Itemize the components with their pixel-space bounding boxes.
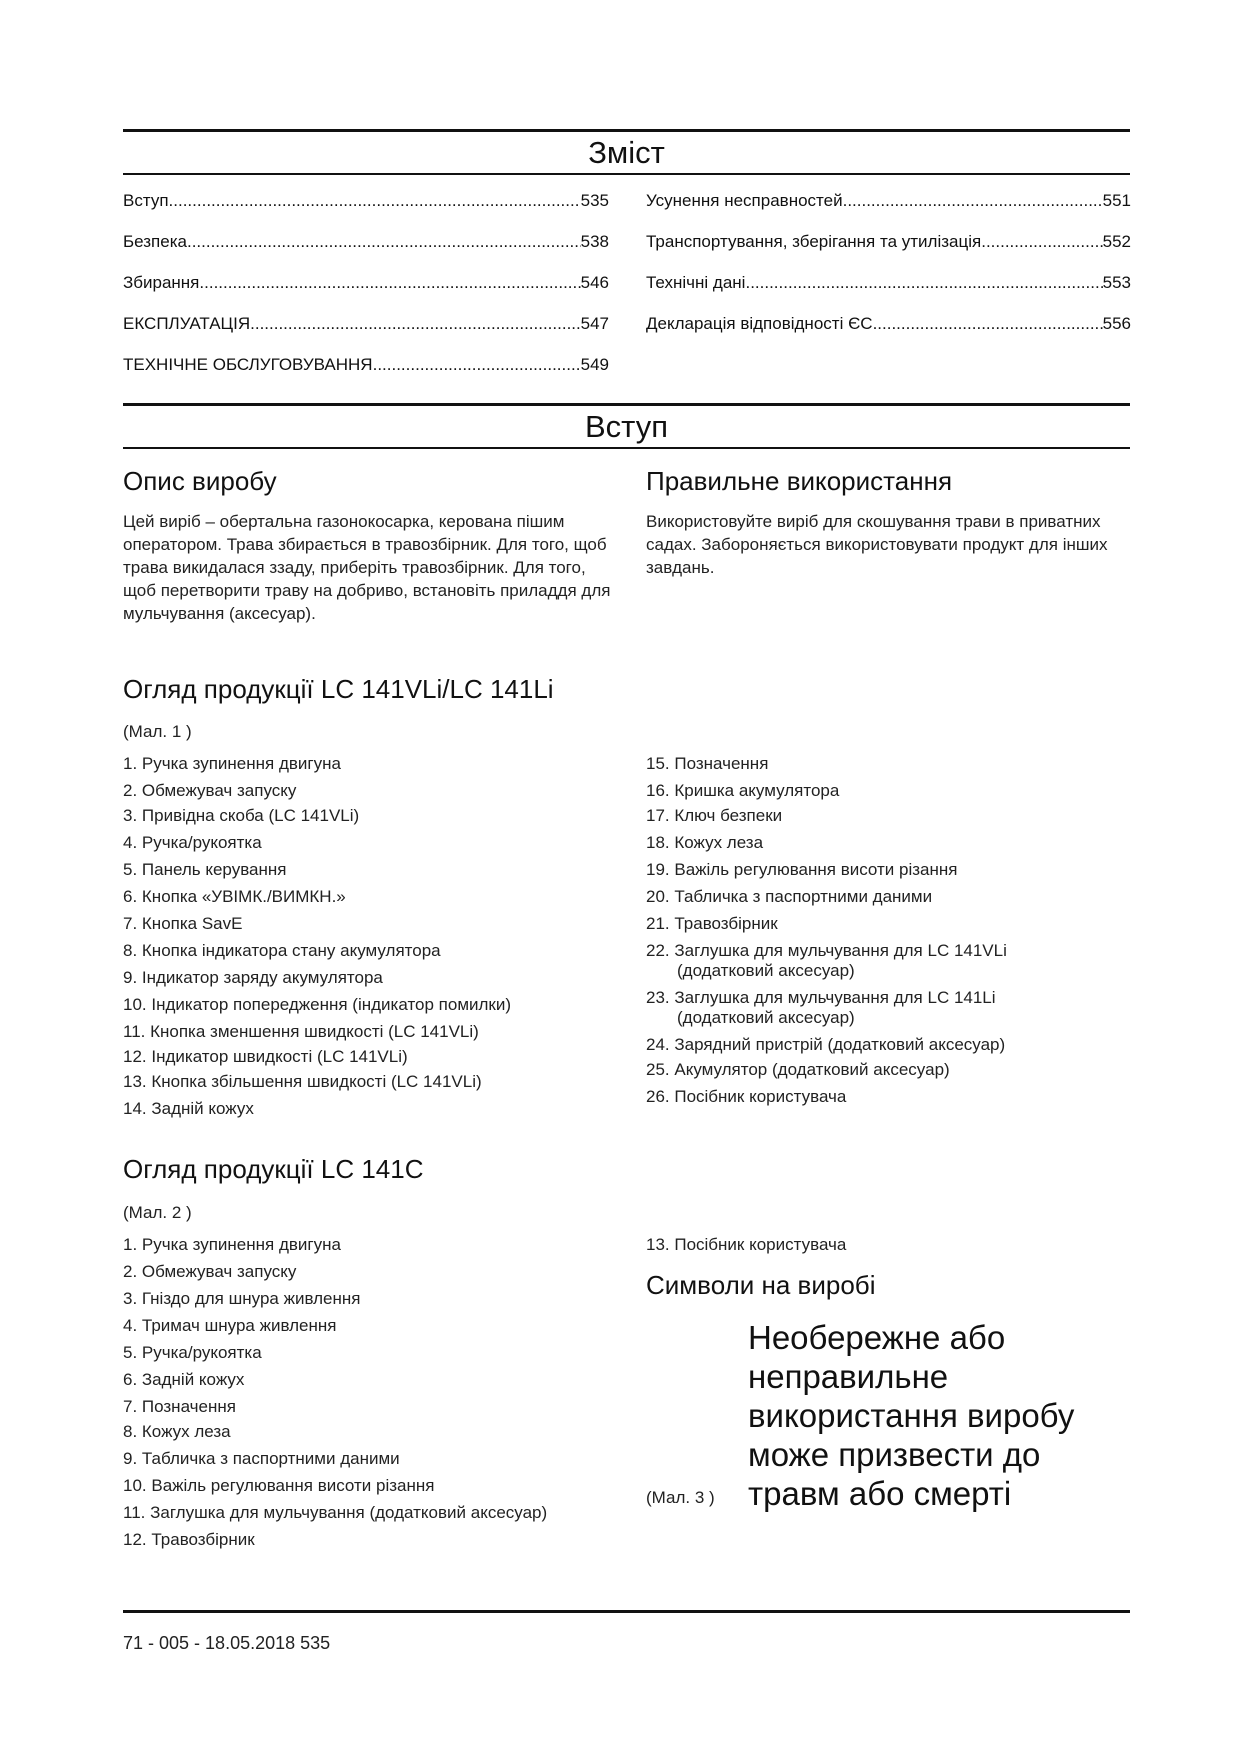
intro-top-rule (123, 403, 1130, 406)
list-item: 7. Позначення (123, 1397, 236, 1416)
toc-entry-tekhnichni-dani[interactable] (646, 273, 1131, 293)
list-item: 9. Табличка з паспортними даними (123, 1449, 400, 1468)
toc-dot-leader (981, 232, 1102, 252)
overview1-figure-ref: (Мал. 1 ) (123, 722, 192, 741)
toc-entry-page: 556 (1102, 314, 1131, 333)
symbols-heading: Символи на виробі (646, 1270, 876, 1300)
footer-rule (123, 1610, 1130, 1613)
list-item: 21. Травозбірник (646, 914, 778, 933)
description-text: Цей виріб – обертальна газонокосарка, керована пішим оператором. Трава збирається в травозбірник. Для того, щоб трава викидалася ззаду, приберіть травозбірник. Для того, щоб перетворити траву на добриво, встановіть приладдя для мульчування (аксесуар). (123, 512, 611, 623)
list-item: 11. Кнопка зменшення швидкості (LC 141VLi) (123, 1022, 479, 1041)
list-item: 22. Заглушка для мульчування для LC 141VLi (646, 941, 1007, 960)
warning-line: Необережне або (748, 1319, 1006, 1356)
toc-entry-page: 553 (1102, 273, 1131, 292)
list-item: 4. Ручка/рукоятка (123, 833, 262, 852)
footer-text: 71 - 005 - 18.05.2018 535 (123, 1633, 331, 1653)
list-item: 6. Задній кожух (123, 1370, 245, 1389)
toc-top-rule (123, 129, 1130, 132)
toc-entry-title: Декларація відповідності ЄС (646, 314, 873, 333)
toc-entry-title: Безпека (123, 232, 187, 251)
overview1-list-left (123, 754, 623, 1119)
list-item: 14. Задній кожух (123, 1099, 254, 1118)
intended-use-text: Використовуйте виріб для скошування трави в приватних садах. Забороняється використовувати продукт для інших завдань. (646, 512, 1108, 577)
toc-entry-page: 547 (580, 314, 609, 333)
intended-use-heading: Правильне використання (646, 466, 953, 496)
list-item: 18. Кожух леза (646, 833, 764, 852)
toc-entry-ekspluatatsiia[interactable] (123, 314, 609, 334)
list-item: 17. Ключ безпеки (646, 806, 783, 825)
list-item: 26. Посібник користувача (646, 1087, 847, 1106)
toc-dot-leader (199, 273, 580, 293)
list-item: 5. Ручка/рукоятка (123, 1343, 262, 1362)
list-item: 1. Ручка зупинення двигуна (123, 1235, 341, 1254)
toc-entry-title: Технічні дані (646, 273, 746, 292)
toc-title-rule (123, 173, 1130, 175)
toc-entry-title: Усунення несправностей (646, 191, 843, 210)
intro-title-rule (123, 447, 1130, 449)
toc-entry-page: 549 (580, 355, 609, 374)
list-item: 8. Кнопка індикатора стану акумулятора (123, 941, 441, 960)
toc-entry-page: 551 (1102, 191, 1131, 210)
list-item: 6. Кнопка «УВІМК./ВИМКН.» (123, 887, 346, 906)
overview1-heading: Огляд продукції LC 141VLi/LC 141Li (123, 674, 554, 704)
list-item-continuation: (додатковий аксесуар) (677, 1008, 855, 1027)
list-item: 24. Зарядний пристрій (додатковий аксесуар) (646, 1035, 1006, 1054)
toc-entry-title: Вступ (123, 191, 169, 210)
list-item: 1. Ручка зупинення двигуна (123, 754, 341, 773)
list-item: 19. Важіль регулювання висоти різання (646, 860, 958, 879)
overview2-figure-ref: (Мал. 2 ) (123, 1203, 192, 1222)
overview2-list-left (123, 1235, 623, 1550)
toc-dot-leader (187, 232, 581, 252)
symbols-figure-ref: (Мал. 3 ) (646, 1488, 715, 1507)
toc-dot-leader (373, 355, 581, 375)
toc-entry-title: Транспортування, зберігання та утилізація (646, 232, 982, 251)
toc-title: Зміст (588, 135, 665, 170)
toc-entry-title: ЕКСПЛУАТАЦІЯ (123, 314, 251, 333)
list-item: 16. Кришка акумулятора (646, 781, 840, 800)
warning-line: використання виробу (748, 1397, 1075, 1434)
toc-entry-transportuvannia[interactable] (646, 232, 1131, 252)
toc-dot-leader (843, 191, 1103, 211)
list-item: 7. Кнопка SavE (123, 914, 243, 933)
list-item: 2. Обмежувач запуску (123, 1262, 297, 1281)
warning-line: неправильне (748, 1358, 949, 1395)
toc-entry-page: 538 (580, 232, 609, 251)
toc-entry-page: 552 (1102, 232, 1131, 251)
warning-text (748, 1318, 1128, 1513)
list-item: 3. Гніздо для шнура живлення (123, 1289, 361, 1308)
list-item: 23. Заглушка для мульчування для LC 141Li (646, 988, 996, 1007)
list-item-continuation: (додатковий аксесуар) (677, 961, 855, 980)
intro-title: Вступ (584, 409, 668, 444)
list-item: 2. Обмежувач запуску (123, 781, 297, 800)
toc-entry-bezpeka[interactable] (123, 232, 609, 252)
toc-dot-leader (873, 314, 1103, 334)
toc-dot-leader (745, 273, 1102, 293)
description-heading: Опис виробу (123, 466, 277, 496)
overview1-list-right (646, 754, 1126, 1107)
toc-entry-vstup[interactable] (123, 191, 609, 211)
warning-line: може призвести до (748, 1436, 1041, 1473)
warning-line: травм або смерті (748, 1475, 1012, 1512)
list-item: 25. Акумулятор (додатковий аксесуар) (646, 1060, 950, 1079)
list-item: 11. Заглушка для мульчування (додатковий аксесуар) (123, 1503, 548, 1522)
list-item: 13. Кнопка збільшення швидкості (LC 141VLi) (123, 1072, 482, 1091)
toc-entry-obsluhovuvannia[interactable] (123, 355, 609, 375)
toc-entry-title: Збирання (123, 273, 200, 292)
list-item: 12. Травозбірник (123, 1530, 255, 1549)
toc-dot-leader (250, 314, 581, 334)
list-item: 10. Індикатор попередження (індикатор помилки) (123, 995, 512, 1014)
list-item: 5. Панель керування (123, 860, 287, 879)
list-item: 4. Тримач шнура живлення (123, 1316, 337, 1335)
list-item: 15. Позначення (646, 754, 769, 773)
list-item: 8. Кожух леза (123, 1422, 231, 1441)
list-item: 13. Посібник користувача (646, 1235, 847, 1254)
toc-entry-title: ТЕХНІЧНЕ ОБСЛУГОВУВАННЯ (123, 355, 373, 374)
toc-entry-usunennia[interactable] (646, 191, 1131, 211)
toc-dot-leader (169, 191, 581, 211)
list-item: 12. Індикатор швидкості (LC 141VLi) (123, 1047, 408, 1066)
toc-entry-deklaratsiia[interactable] (646, 314, 1131, 334)
list-item: 10. Важіль регулювання висоти різання (123, 1476, 435, 1495)
toc-entry-page: 535 (580, 191, 609, 210)
toc-entry-zbyrannia[interactable] (123, 273, 609, 293)
list-item: 20. Табличка з паспортними даними (646, 887, 933, 906)
overview2-heading: Огляд продукції LC 141C (123, 1154, 424, 1184)
list-item: 3. Привідна скоба (LC 141VLi) (123, 806, 360, 825)
toc-entry-page: 546 (580, 273, 609, 292)
overview2-list-right (646, 1235, 1126, 1255)
list-item: 9. Індикатор заряду акумулятора (123, 968, 383, 987)
